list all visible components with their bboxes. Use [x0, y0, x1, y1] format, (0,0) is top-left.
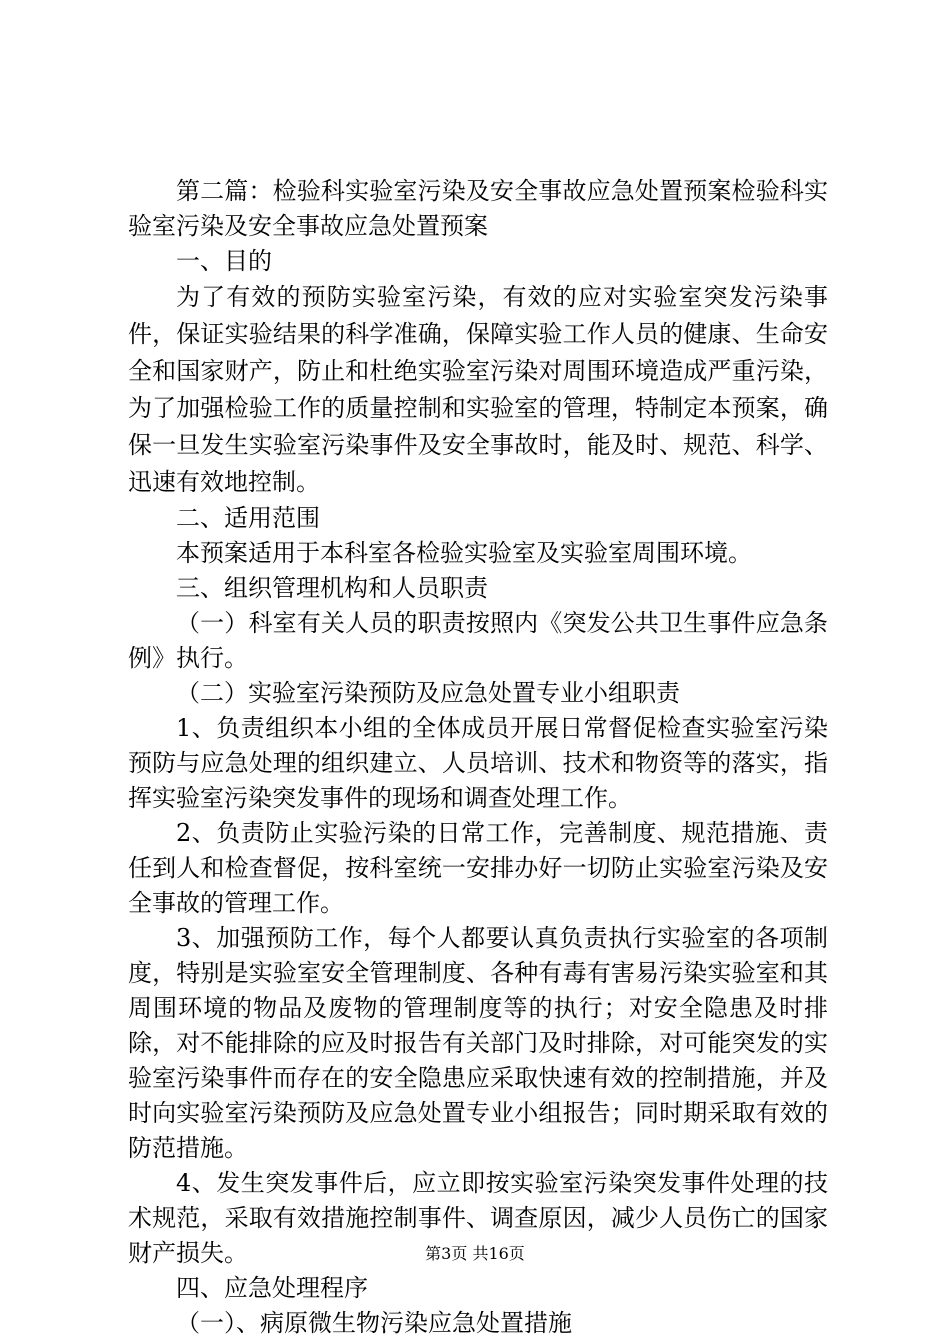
section-heading: 三、组织管理机构和人员职责 [176, 574, 488, 602]
section-heading: 四、应急处理程序 [176, 1274, 368, 1302]
paragraph: 本预案适用于本科室各检验实验室及实验室周围环境。 [176, 539, 752, 567]
document-title: 第二篇：检验科实验室污染及安全事故应急处置预案检验科实验室污染及安全事故应急处置预案 [128, 177, 828, 240]
paragraph: 4、发生突发事件后，应立即按实验室污染突发事件处理的技术规范，采取有效措施控制事件、调查原因，减少人员伤亡的国家财产损失。 [128, 1169, 828, 1267]
subsection-heading: （二）实验室污染预防及应急处置专业小组职责 [176, 679, 680, 707]
paragraph: 1、负责组织本小组的全体成员开展日常督促检查实验室污染预防与应急处理的组织建立、人员培训、技术和物资等的落实，指挥实验室污染突发事件的现场和调查处理工作。 [128, 714, 828, 812]
paragraph: （一）科室有关人员的职责按照内《突发公共卫生事件应急条例》执行。 [128, 609, 828, 672]
section-heading: 一、目的 [176, 247, 272, 275]
subsection-heading: （一）、病原微生物污染应急处置措施 [176, 1309, 572, 1337]
page-number: 第3页 共16页 [425, 1244, 525, 1263]
section-heading: 二、适用范围 [176, 504, 320, 532]
paragraph: 3、加强预防工作，每个人都要认真负责执行实验室的各项制度，特别是实验室安全管理制度、各种有毒有害易污染实验室和其周围环境的物品及废物的管理制度等的执行；对安全隐患及时排除，对不能排除的应及时报告有关部门及时排除，对可能突发的实验室污染事件而存在的安全隐患应采取快速有效的控制措施，并及时向实验室污染预防及应急处置专业小组报告；同时期采取有效的防范措施。 [128, 924, 828, 1162]
paragraph: 为了有效的预防实验室污染，有效的应对实验室突发污染事件，保证实验结果的科学准确，保障实验工作人员的健康、生命安全和国家财产，防止和杜绝实验室污染对周围环境造成严重污染，为了加强检验工作的质量控制和实验室的管理，特制定本预案，确保一旦发生实验室污染事件及安全事故时，能及时、规范、科学、迅速有效地控制。 [128, 283, 828, 496]
document-body [128, 174, 828, 1341]
paragraph: 2、负责防止实验污染的日常工作，完善制度、规范措施、责任到人和检查督促，按科室统一安排办好一切防止实验室污染及安全事故的管理工作。 [128, 819, 828, 917]
